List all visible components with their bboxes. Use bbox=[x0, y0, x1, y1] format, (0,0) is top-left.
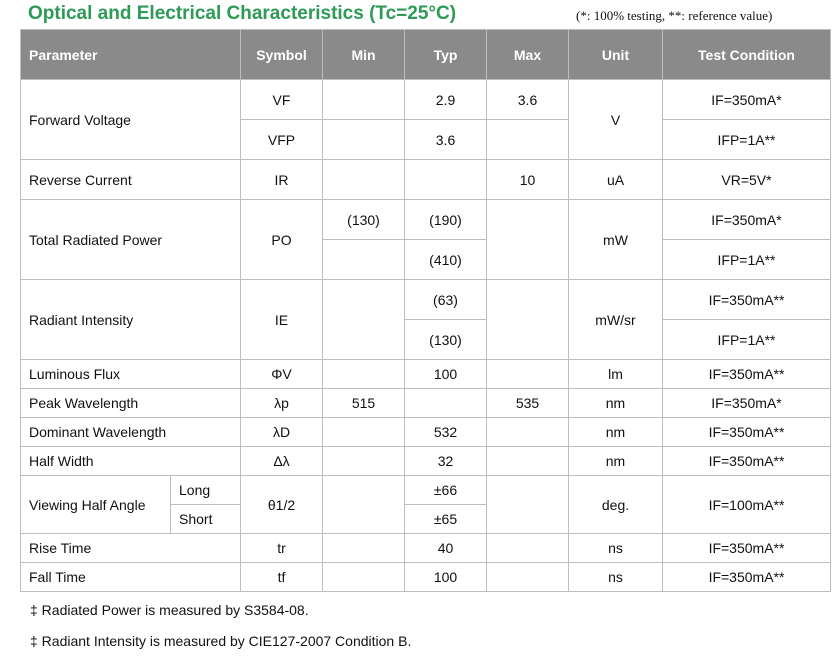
symbol-cell: IE bbox=[241, 280, 323, 360]
max-cell bbox=[487, 534, 569, 563]
condition-cell: IF=350mA** bbox=[663, 360, 831, 389]
max-cell: 535 bbox=[487, 389, 569, 418]
symbol-cell: tr bbox=[241, 534, 323, 563]
max-cell: 3.6 bbox=[487, 80, 569, 120]
max-cell bbox=[487, 476, 569, 534]
condition-cell: IF=350mA** bbox=[663, 563, 831, 592]
condition-cell: IF=350mA* bbox=[663, 200, 831, 240]
min-cell bbox=[323, 447, 405, 476]
condition-cell: IFP=1A** bbox=[663, 120, 831, 160]
min-cell bbox=[323, 534, 405, 563]
condition-cell: IF=350mA** bbox=[663, 280, 831, 320]
min-cell: (130) bbox=[323, 200, 405, 240]
symbol-cell: Δλ bbox=[241, 447, 323, 476]
unit-cell: uA bbox=[569, 160, 663, 200]
param-rise-time: Rise Time bbox=[21, 534, 241, 563]
unit-cell: mW/sr bbox=[569, 280, 663, 360]
min-cell bbox=[323, 418, 405, 447]
max-cell bbox=[487, 418, 569, 447]
unit-cell: ns bbox=[569, 563, 663, 592]
param-total-radiated-power: Total Radiated Power bbox=[21, 200, 241, 280]
max-cell bbox=[487, 563, 569, 592]
typ-cell: 100 bbox=[405, 563, 487, 592]
condition-cell: IF=350mA* bbox=[663, 80, 831, 120]
typ-cell: (410) bbox=[405, 240, 487, 280]
header-unit: Unit bbox=[569, 30, 663, 80]
param-viewing-half-angle: Viewing Half Angle bbox=[21, 476, 171, 534]
symbol-cell: λD bbox=[241, 418, 323, 447]
unit-cell: ns bbox=[569, 534, 663, 563]
param-half-width: Half Width bbox=[21, 447, 241, 476]
unit-cell: nm bbox=[569, 447, 663, 476]
unit-cell: deg. bbox=[569, 476, 663, 534]
max-cell: 10 bbox=[487, 160, 569, 200]
param-fall-time: Fall Time bbox=[21, 563, 241, 592]
unit-cell: lm bbox=[569, 360, 663, 389]
min-cell bbox=[323, 160, 405, 200]
symbol-cell: VF bbox=[241, 80, 323, 120]
table-row bbox=[21, 476, 831, 505]
typ-cell bbox=[405, 389, 487, 418]
min-cell bbox=[323, 563, 405, 592]
typ-cell: 32 bbox=[405, 447, 487, 476]
table-row bbox=[21, 418, 831, 447]
typ-cell: 100 bbox=[405, 360, 487, 389]
condition-cell: IF=350mA* bbox=[663, 389, 831, 418]
condition-cell: IFP=1A** bbox=[663, 240, 831, 280]
symbol-cell: VFP bbox=[241, 120, 323, 160]
table-row bbox=[21, 160, 831, 200]
condition-cell: IF=100mA** bbox=[663, 476, 831, 534]
footnote-radiant-intensity: ‡ Radiant Intensity is measured by CIE127-2007 Condition B. bbox=[30, 633, 412, 649]
max-cell bbox=[487, 200, 569, 280]
max-cell bbox=[487, 280, 569, 360]
legend-note: (*: 100% testing, **: reference value) bbox=[576, 8, 773, 23]
table-row bbox=[21, 447, 831, 476]
param-radiant-intensity: Radiant Intensity bbox=[21, 280, 241, 360]
condition-cell: IF=350mA** bbox=[663, 534, 831, 563]
typ-cell: 40 bbox=[405, 534, 487, 563]
unit-cell: nm bbox=[569, 389, 663, 418]
header-row bbox=[21, 30, 831, 80]
symbol-cell: PO bbox=[241, 200, 323, 280]
header-test-condition: Test Condition bbox=[663, 30, 831, 80]
min-cell bbox=[323, 240, 405, 280]
condition-cell: IF=350mA** bbox=[663, 418, 831, 447]
typ-cell: (190) bbox=[405, 200, 487, 240]
typ-cell: ±65 bbox=[405, 505, 487, 534]
header-max: Max bbox=[487, 30, 569, 80]
typ-cell: 3.6 bbox=[405, 120, 487, 160]
min-cell bbox=[323, 476, 405, 534]
param-peak-wavelength: Peak Wavelength bbox=[21, 389, 241, 418]
condition-cell: IFP=1A** bbox=[663, 320, 831, 360]
table-row bbox=[21, 360, 831, 389]
header-min: Min bbox=[323, 30, 405, 80]
symbol-cell: λp bbox=[241, 389, 323, 418]
header-symbol: Symbol bbox=[241, 30, 323, 80]
header-typ: Typ bbox=[405, 30, 487, 80]
table-row bbox=[21, 200, 831, 240]
condition-cell: VR=5V* bbox=[663, 160, 831, 200]
footnote-radiated-power: ‡ Radiated Power is measured by S3584-08. bbox=[30, 602, 309, 618]
header-parameter: Parameter bbox=[21, 30, 241, 80]
min-cell bbox=[323, 120, 405, 160]
symbol-cell: tf bbox=[241, 563, 323, 592]
table-row bbox=[21, 389, 831, 418]
typ-cell: ±66 bbox=[405, 476, 487, 505]
typ-cell: (63) bbox=[405, 280, 487, 320]
table-row bbox=[21, 280, 831, 320]
max-cell bbox=[487, 360, 569, 389]
table-row bbox=[21, 563, 831, 592]
symbol-cell: IR bbox=[241, 160, 323, 200]
param-luminous-flux: Luminous Flux bbox=[21, 360, 241, 389]
unit-cell: V bbox=[569, 80, 663, 160]
min-cell bbox=[323, 280, 405, 360]
param-dominant-wavelength: Dominant Wavelength bbox=[21, 418, 241, 447]
sub-label-short: Short bbox=[171, 505, 241, 534]
table-row bbox=[21, 534, 831, 563]
typ-cell bbox=[405, 160, 487, 200]
max-cell bbox=[487, 120, 569, 160]
characteristics-table bbox=[20, 29, 831, 592]
min-cell bbox=[323, 360, 405, 389]
param-forward-voltage: Forward Voltage bbox=[21, 80, 241, 160]
typ-cell: 532 bbox=[405, 418, 487, 447]
unit-cell: mW bbox=[569, 200, 663, 280]
min-cell bbox=[323, 80, 405, 120]
condition-cell: IF=350mA** bbox=[663, 447, 831, 476]
table-row bbox=[21, 80, 831, 120]
symbol-cell: θ1/2 bbox=[241, 476, 323, 534]
unit-cell: nm bbox=[569, 418, 663, 447]
page-title: Optical and Electrical Characteristics (Tc=25°C) bbox=[28, 3, 457, 24]
symbol-cell: ΦV bbox=[241, 360, 323, 389]
max-cell bbox=[487, 447, 569, 476]
param-reverse-current: Reverse Current bbox=[21, 160, 241, 200]
typ-cell: 2.9 bbox=[405, 80, 487, 120]
sub-label-long: Long bbox=[171, 476, 241, 505]
min-cell: 515 bbox=[323, 389, 405, 418]
typ-cell: (130) bbox=[405, 320, 487, 360]
